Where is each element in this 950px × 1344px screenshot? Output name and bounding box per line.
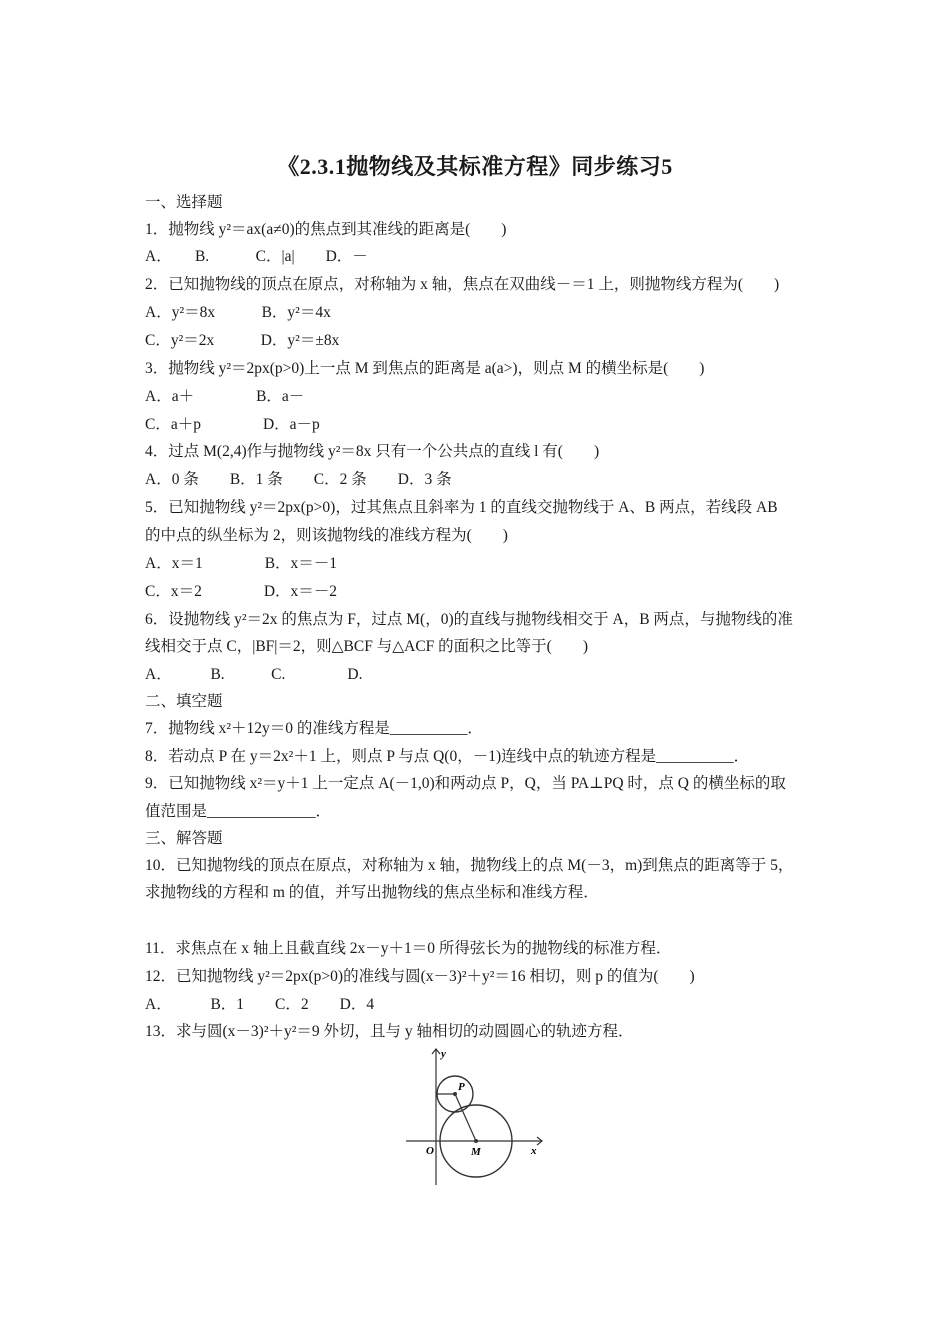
- question-12-options: A． B．1 C．2 D．4: [145, 996, 375, 1013]
- question-9-line1: 9．已知抛物线 x²＝y＋1 上一定点 A(－1,0)和两动点 P，Q，当 PA⊥PQ 时，点 Q 的横坐标的取: [145, 775, 786, 792]
- point-p-label: P: [458, 1081, 465, 1093]
- question-12-stem: 12．已知抛物线 y²＝2px(p>0)的准线与圆(x－3)²＋y²＝16 相切，则 p 的值为( ): [145, 968, 695, 985]
- question-2-options-row2: C．y²＝2x D．y²＝±8x: [145, 332, 340, 349]
- question-2-stem: 2．已知抛物线的顶点在原点，对称轴为 x 轴，焦点在双曲线－＝1 上，则抛物线方程为( ): [145, 276, 780, 293]
- point-m: [474, 1139, 478, 1143]
- question-7: 7．抛物线 x²＋12y＝0 的准线方程是__________．: [145, 720, 483, 737]
- question-6-stem-line2: 线相交于点 C，|BF|＝2，则△BCF 与△ACF 的面积之比等于( ): [145, 638, 588, 655]
- question-13: 13．求与圆(x－3)²＋y²＝9 外切，且与 y 轴相切的动圆圆心的轨迹方程．: [145, 1023, 634, 1040]
- origin-label: O: [426, 1145, 434, 1157]
- y-axis-label: y: [441, 1048, 446, 1060]
- question-5-options-row1: A．x＝1 B．x＝－1: [145, 555, 338, 572]
- question-1-options: A． B. C．|a| D．－: [145, 248, 368, 265]
- question-5-stem-line2: 的中点的纵坐标为 2，则该抛物线的准线方程为( ): [145, 527, 508, 544]
- point-p: [453, 1092, 457, 1096]
- question-4-options: A．0 条 B．1 条 C．2 条 D．3 条: [145, 471, 452, 488]
- question-4-stem: 4．过点 M(2,4)作与抛物线 y²＝8x 只有一个公共点的直线 l 有( ): [145, 443, 600, 460]
- question-2-options-row1: A．y²＝8x B．y²＝4x: [145, 304, 331, 321]
- section-heading-answer: 三、解答题: [145, 830, 223, 847]
- question-3-options-row1: A．a＋ B．a－: [145, 388, 305, 405]
- question-6-stem-line1: 6．设抛物线 y²＝2x 的焦点为 F，过点 M(，0)的直线与抛物线相交于 A，B 两点，与抛物线的准: [145, 611, 793, 628]
- x-axis-label: x: [531, 1145, 537, 1157]
- circle-tangent-figure: [396, 1043, 546, 1188]
- point-m-label: M: [471, 1146, 481, 1158]
- center-line-pm: [455, 1094, 476, 1141]
- question-10-line2: 求抛物线的方程和 m 的值，并写出抛物线的焦点坐标和准线方程．: [145, 884, 599, 901]
- question-6-options: A． B. C. D.: [145, 666, 363, 683]
- page-title: 《2.3.1抛物线及其标准方程》同步练习5: [277, 154, 673, 179]
- question-5-stem-line1: 5．已知抛物线 y²＝2px(p>0)，过其焦点且斜率为 1 的直线交抛物线于 A、B 两点，若线段 AB: [145, 499, 778, 516]
- question-5-options-row2: C．x＝2 D．x＝－2: [145, 583, 338, 600]
- question-1-stem: 1．抛物线 y²＝ax(a≠0)的焦点到其准线的距离是( ): [145, 221, 507, 238]
- section-heading-choice: 一、选择题: [145, 194, 223, 211]
- question-10-line1: 10．已知抛物线的顶点在原点，对称轴为 x 轴，抛物线上的点 M(－3，m)到焦点的距离等于 5，: [145, 857, 794, 874]
- question-11: 11．求焦点在 x 轴上且截直线 2x－y＋1＝0 所得弦长为的抛物线的标准方程．: [145, 940, 672, 957]
- section-heading-fill: 二、填空题: [145, 693, 223, 710]
- question-8: 8．若动点 P 在 y＝2x²＋1 上，则点 P 与点 Q(0，－1)连线中点的轨迹方程是__________．: [145, 748, 750, 765]
- question-3-options-row2: C．a＋p D．a－p: [145, 416, 320, 433]
- question-9-line2: 值范围是______________．: [145, 803, 332, 820]
- question-3-stem: 3．抛物线 y²＝2px(p>0)上一点 M 到焦点的距离是 a(a>)，则点 M 的横坐标是( ): [145, 360, 705, 377]
